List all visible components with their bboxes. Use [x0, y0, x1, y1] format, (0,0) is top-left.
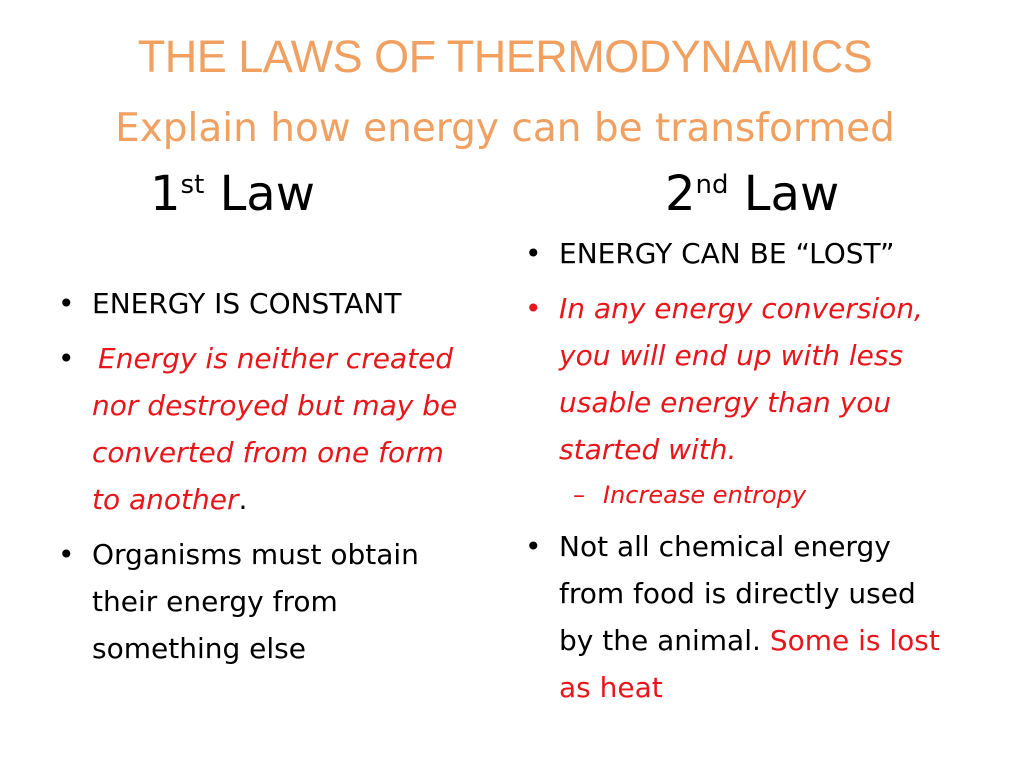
- second-law-heading-number: 2: [665, 166, 696, 222]
- bullet-text-emphasis: Energy is neither created nor destroyed but may be converted from one form to another: [92, 342, 458, 516]
- list-item: [50, 280, 480, 327]
- list-item: [50, 335, 480, 523]
- list-item: [50, 531, 480, 672]
- first-law-heading: [150, 166, 315, 224]
- bullet-icon: •: [525, 530, 542, 563]
- sub-bullet-text: Increase entropy: [603, 481, 807, 509]
- bullet-text: Organisms must obtain their energy from something else: [92, 538, 419, 665]
- list-item: [517, 523, 957, 711]
- bullet-icon: •: [525, 292, 542, 325]
- second-law-column: [517, 230, 957, 719]
- list-item: [517, 230, 957, 277]
- bullet-icon: •: [58, 538, 75, 571]
- first-law-column: [50, 280, 480, 680]
- second-law-heading-word: Law: [743, 166, 840, 222]
- bullet-icon: •: [58, 287, 75, 320]
- bullet-text-emphasis: Some is lost as heat: [559, 624, 940, 704]
- bullet-text: ENERGY IS CONSTANT: [92, 287, 402, 320]
- dash-icon: –: [573, 481, 585, 509]
- second-law-heading-ordinal: nd: [695, 170, 729, 200]
- sub-list-item: [559, 475, 957, 515]
- list-item: [517, 285, 957, 515]
- slide-title: THE LAWS OF THERMODYNAMICS: [137, 31, 873, 82]
- bullet-icon: •: [58, 342, 75, 375]
- bullet-text-emphasis: In any energy conversion, you will end up with less usable energy than you started with.: [559, 292, 923, 466]
- bullet-icon: •: [525, 237, 542, 270]
- slide-subtitle: Explain how energy can be transformed: [115, 106, 895, 151]
- bullet-text: Not all chemical energy from food is directly used by the animal.: [559, 530, 916, 657]
- first-law-bullet-list: [50, 280, 480, 672]
- first-law-heading-number: 1: [150, 166, 181, 222]
- second-law-heading: [665, 166, 839, 224]
- second-law-bullet-list: [517, 230, 957, 711]
- first-law-heading-word: Law: [219, 166, 315, 222]
- bullet-text-suffix: .: [238, 483, 248, 516]
- sub-bullet-list: [559, 475, 957, 515]
- first-law-heading-ordinal: st: [180, 170, 205, 200]
- bullet-text: ENERGY CAN BE “LOST”: [559, 237, 895, 270]
